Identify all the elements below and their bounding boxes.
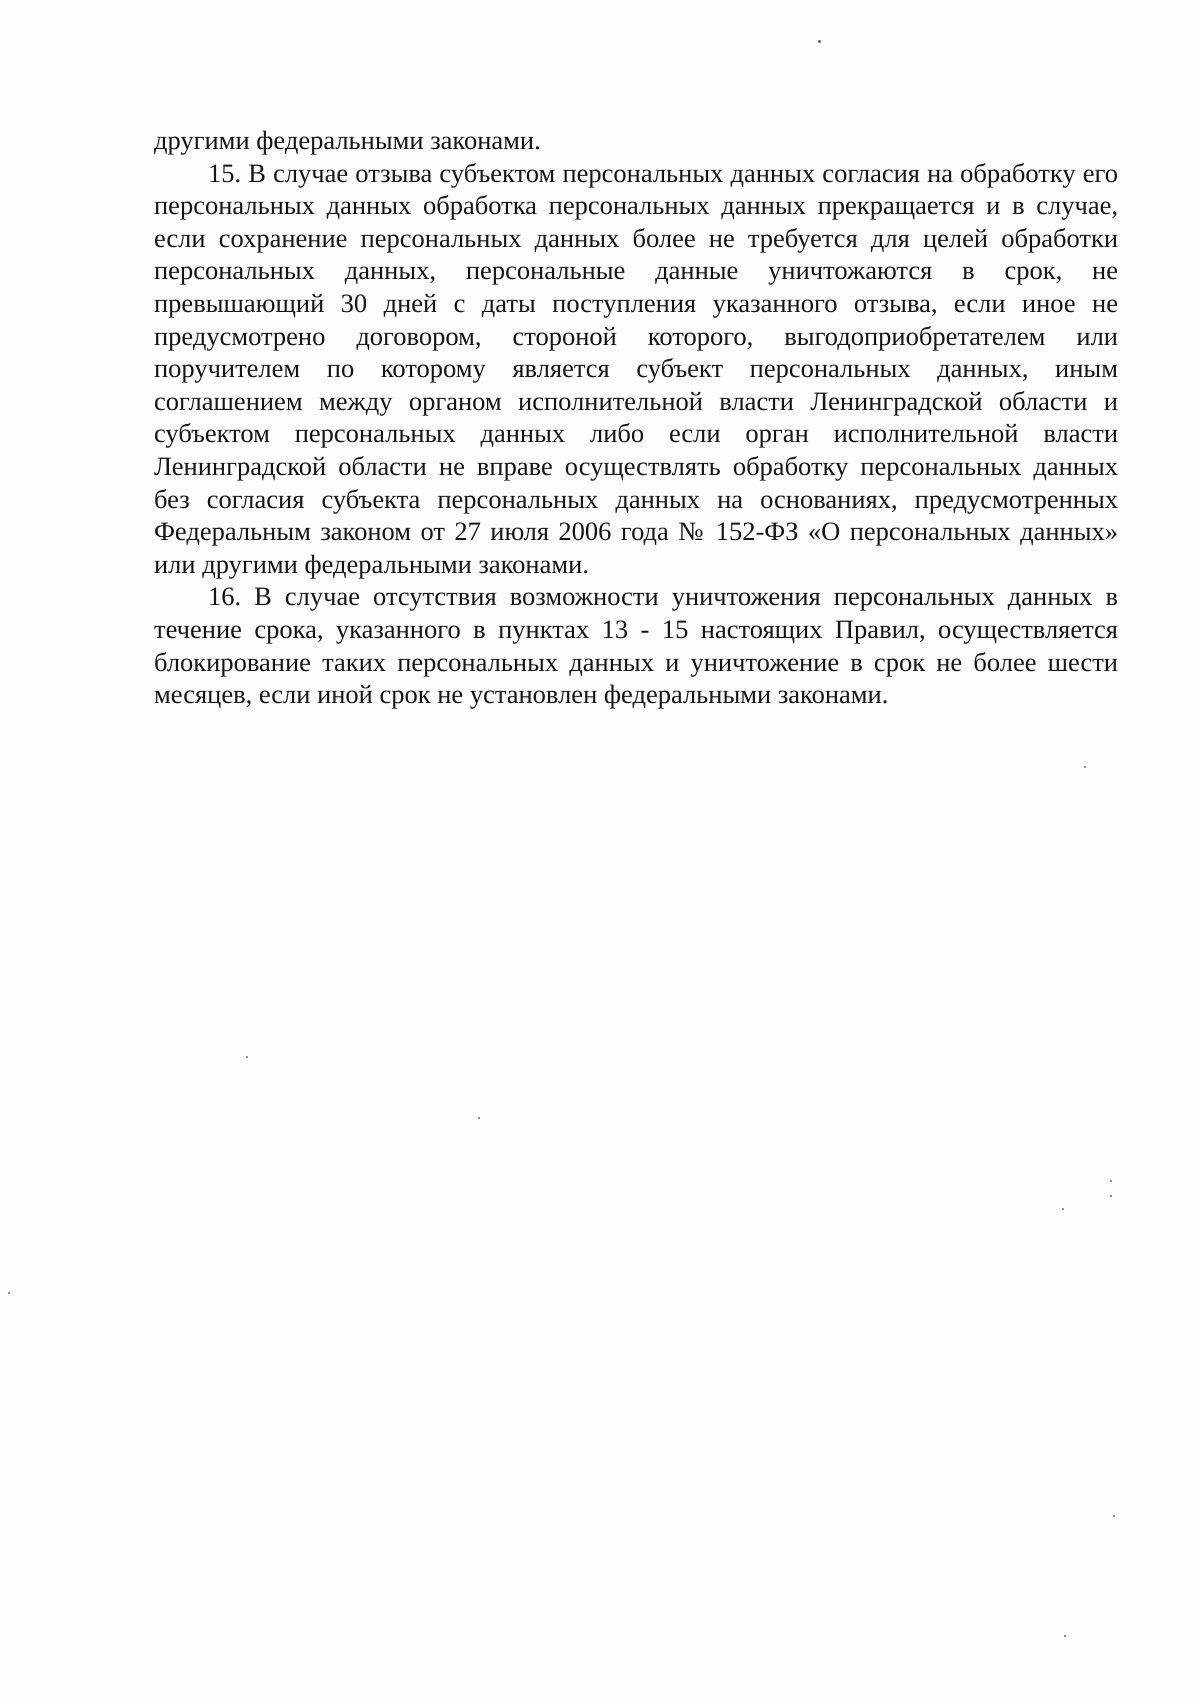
scan-speck bbox=[818, 40, 821, 43]
paragraph-continuation: другими федеральными законами. bbox=[154, 125, 541, 155]
scan-speck bbox=[8, 1292, 10, 1294]
scan-speck bbox=[478, 1117, 480, 1119]
scan-speck bbox=[246, 1056, 248, 1058]
scan-speck bbox=[1062, 1208, 1064, 1210]
document-body bbox=[154, 124, 1118, 711]
scan-speck bbox=[1084, 766, 1086, 768]
scan-speck bbox=[1113, 1515, 1115, 1517]
scan-speck bbox=[1110, 1180, 1112, 1182]
scan-speck bbox=[1110, 1195, 1112, 1197]
paragraph-16: 16. В случае отсутствия возможности уничтожения персональных данных в течение срока, указанного в пунктах 13 - 15 настоящих Правил, осуществляется блокирование таких персональных данных и уничтожение в срок не более шести месяцев, если иной срок не установлен федеральными законами. bbox=[154, 581, 1118, 710]
scan-speck bbox=[1064, 1635, 1066, 1637]
paragraph-15: 15. В случае отзыва субъектом персональных данных согласия на обработку его персональных данных обработка персональных данных прекращается и в случае, если сохранение персональных данных более не требуется для целей обработки персональных данных, персональные данные уничтожаются в срок, не превышающий 30 дней с даты поступления указанного отзыва, если иное не предусмотрено договором, стороной которого, выгодоприобретателем или поручителем по которому является субъект персональных данных, иным соглашением между органом исполнительной власти Ленинградской области и субъектом персональных данных либо если орган исполнительной власти Ленинградской области не вправе осуществлять обработку персональных данных без согласия субъекта персональных данных на основаниях, предусмотренных Федеральным законом от 27 июля 2006 года № 152-ФЗ «О персональных данных» или другими федеральными законами. bbox=[154, 157, 1118, 579]
